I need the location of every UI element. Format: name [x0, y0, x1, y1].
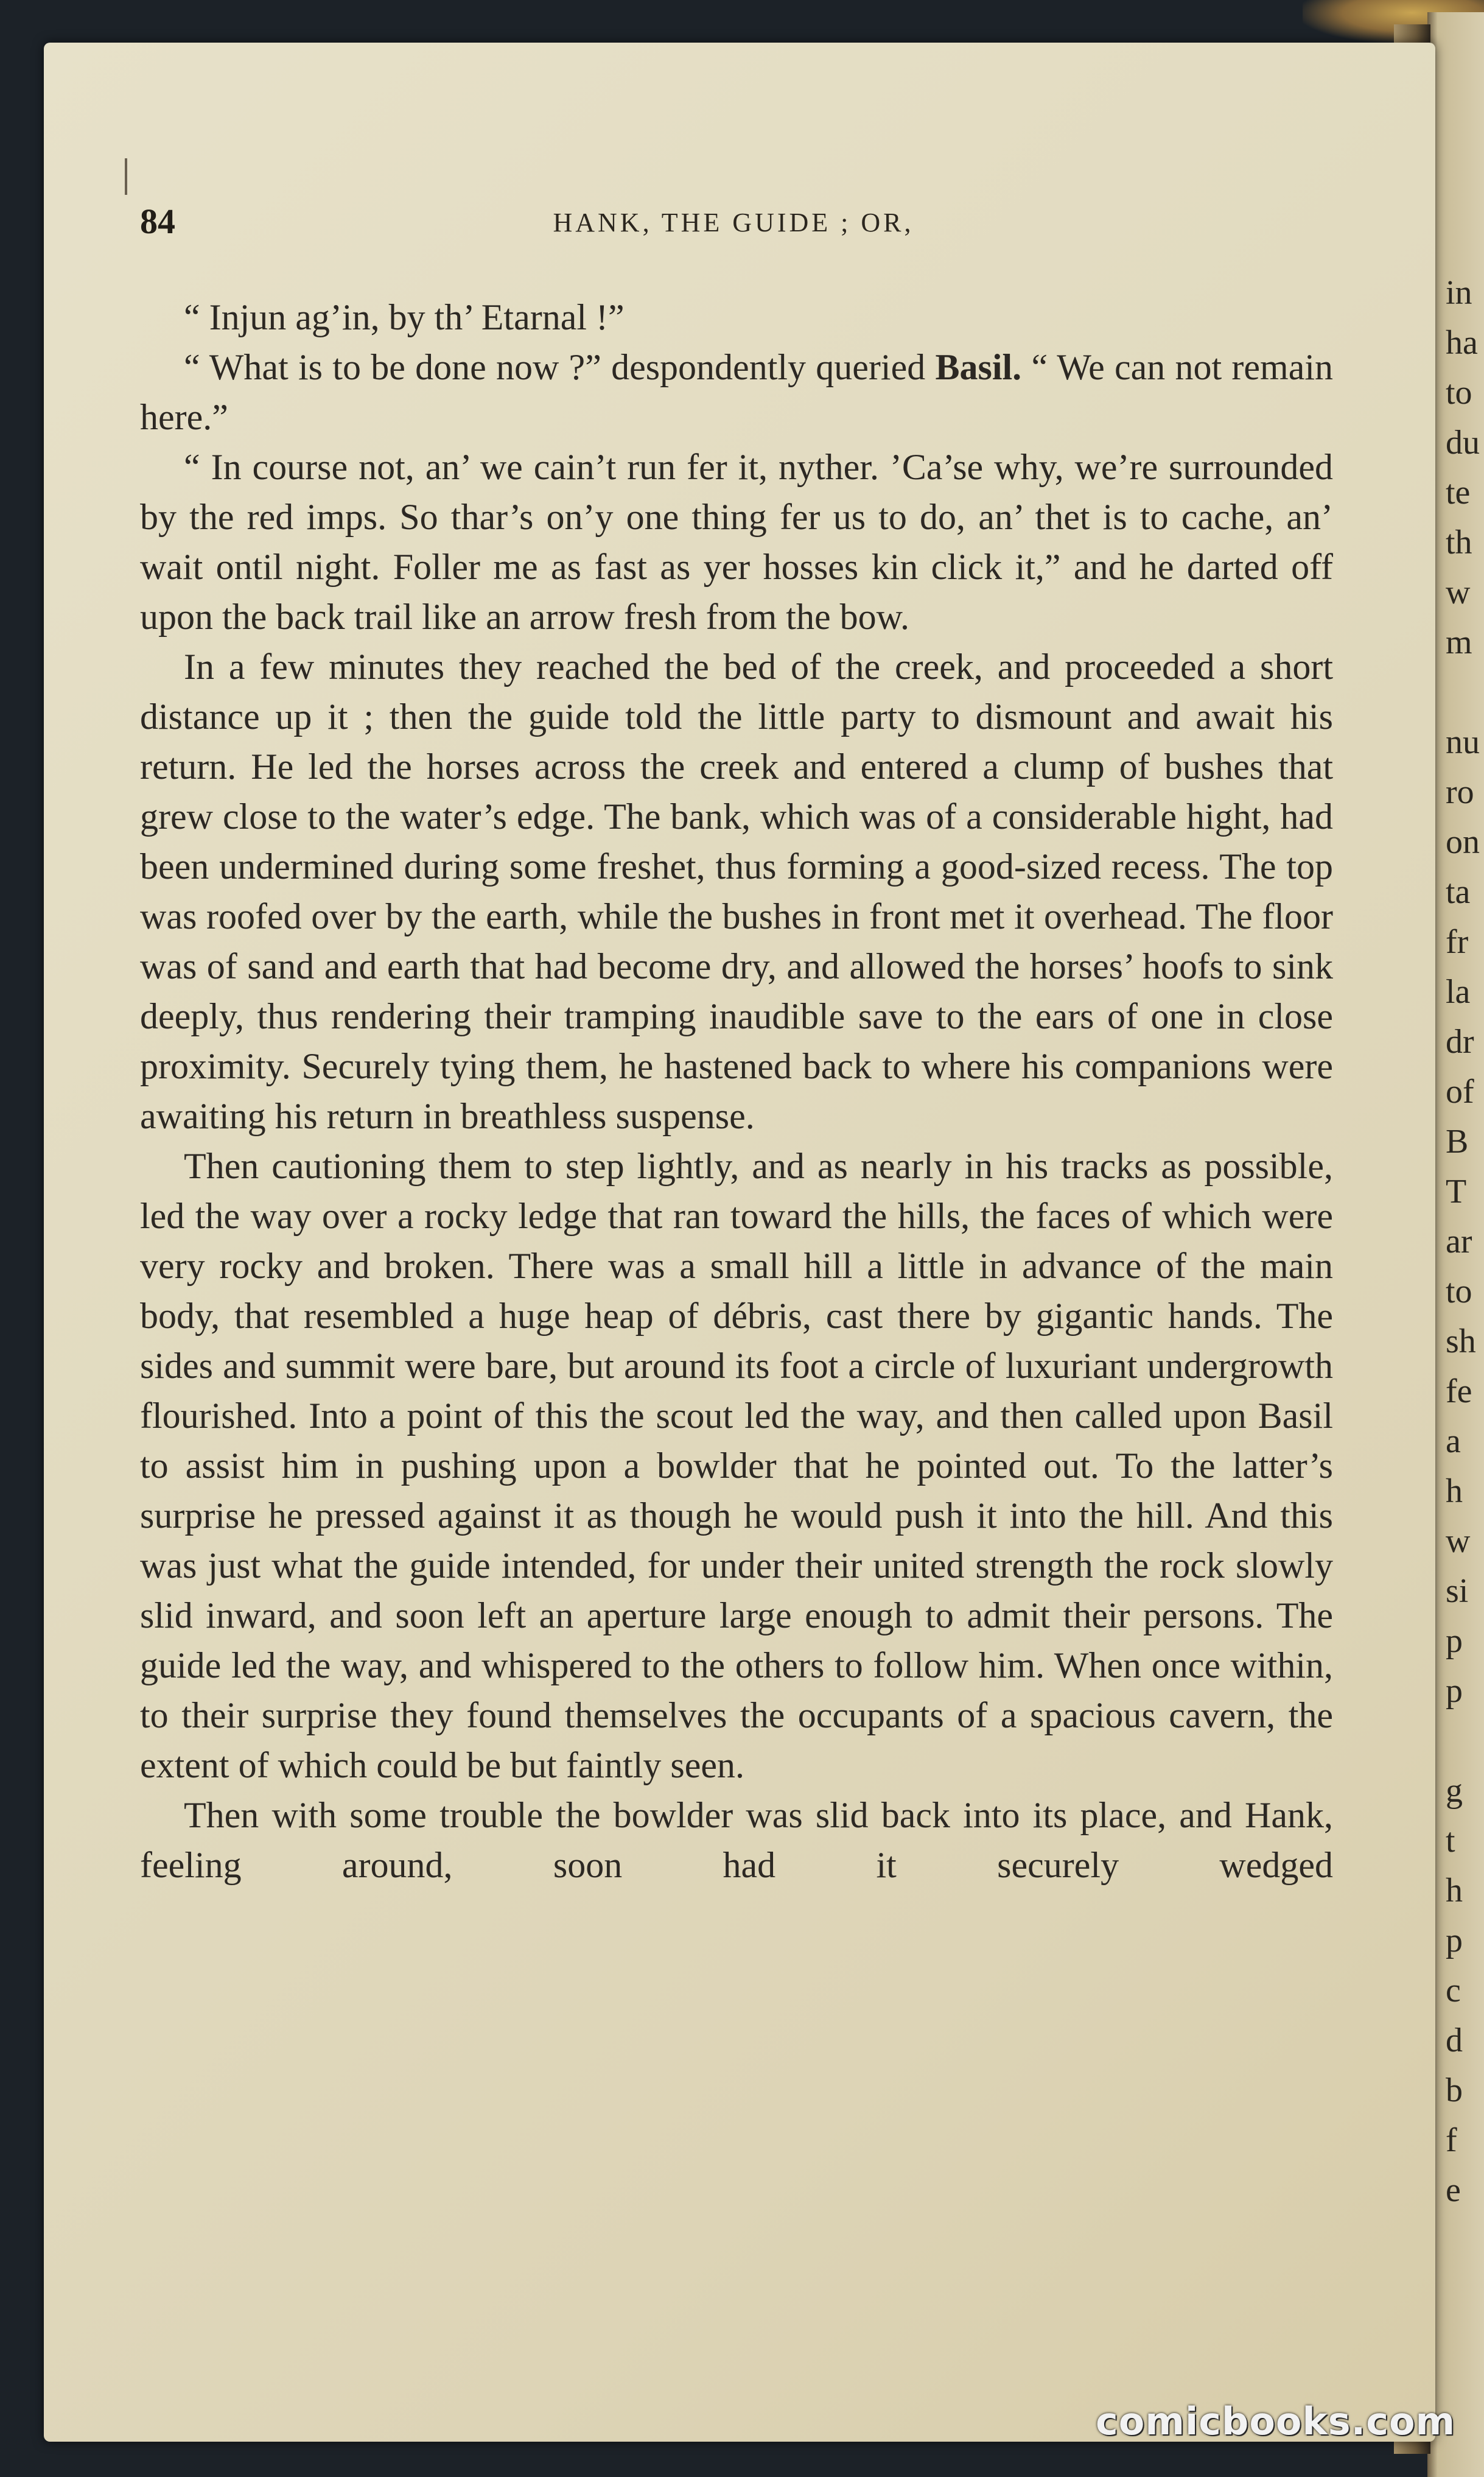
adjacent-page-text: in ha to du te th w m nu ro on ta fr la dr of B T ar to sh fe a h w si p p g t h p c d b f e: [1446, 274, 1480, 2209]
paragraph: Then cautioning them to step lightly, and as nearly in his tracks as possible, led the way over a rocky ledge that ran toward the hills, the faces of which were very rocky and broken. There was a small hill a little in advance of the main body, that resembled a huge heap of débris, cast there by gigantic hands. The sides and summit were bare, but around its foot a circle of luxuriant undergrowth flourished. Into a point of this the scout led the way, and then called upon Basil to assist him in pushing upon a bowlder that he pointed out. To the latter’s surprise he pressed against it as though he would push it into the hill. And this was just what the guide intended, for under their united strength the rock slowly slid inward, and soon left an aperture large enough to admit their persons. The guide led the way, and whispered to the others to follow him. When once within, to their surprise they found themselves the occupants of a spacious cavern, the extent of which could be but faintly seen.: [140, 1146, 1333, 1785]
name-bold: Basil.: [935, 347, 1022, 387]
running-head: [140, 201, 1327, 256]
paragraph: In a few minutes they reached the bed of the creek, and proceeded a short distance up it ; then the guide told the little party to dismount and await his return. He led the horses across the creek and entered a clump of bushes that grew close to the water’s edge. The bank, which was of a considerable hight, had been undermined during some freshet, thus forming a good-sized recess. The top was roofed over by the earth, while the bushes in front met it overhead. The floor was of sand and earth that had become dry, and allowed the horses’ hoofs to sink deeply, thus rendering their tramping inaudible save to the ears of one in close proximity. Securely tying them, he hastened back to where his companions were awaiting his return in breathless suspense.: [140, 647, 1333, 1136]
page-number: 84: [140, 202, 175, 241]
paragraph: “ Injun ag’in, by th’ Etarnal !”: [184, 297, 625, 337]
paragraph: [140, 342, 1333, 442]
running-title: HANK, THE GUIDE ; OR,: [553, 208, 914, 237]
paragraph-text: “ We can not remain here.”: [140, 347, 1333, 437]
margin-mark: [125, 158, 127, 195]
watermark: comicbooks.com: [1096, 2399, 1456, 2444]
body-text: [140, 292, 1333, 1890]
paragraph: “ In course not, an’ we cain’t run fer it, nyther. ’Ca’se why, we’re surrounded by the red imps. So thar’s on’y one thing fer us to do, an’ thet is to cache, an’ wait ontil night. Foller me as fast as yer hosses kin click it,” and he darted off upon the back trail like an arrow fresh from the bow.: [140, 447, 1333, 637]
paragraph: Then with some trouble the bowlder was slid back into its place, and Hank, feeling around, soon had it securely wedged: [140, 1795, 1333, 1885]
paragraph-text: “ What is to be done now ?” despondently queried: [184, 347, 936, 387]
